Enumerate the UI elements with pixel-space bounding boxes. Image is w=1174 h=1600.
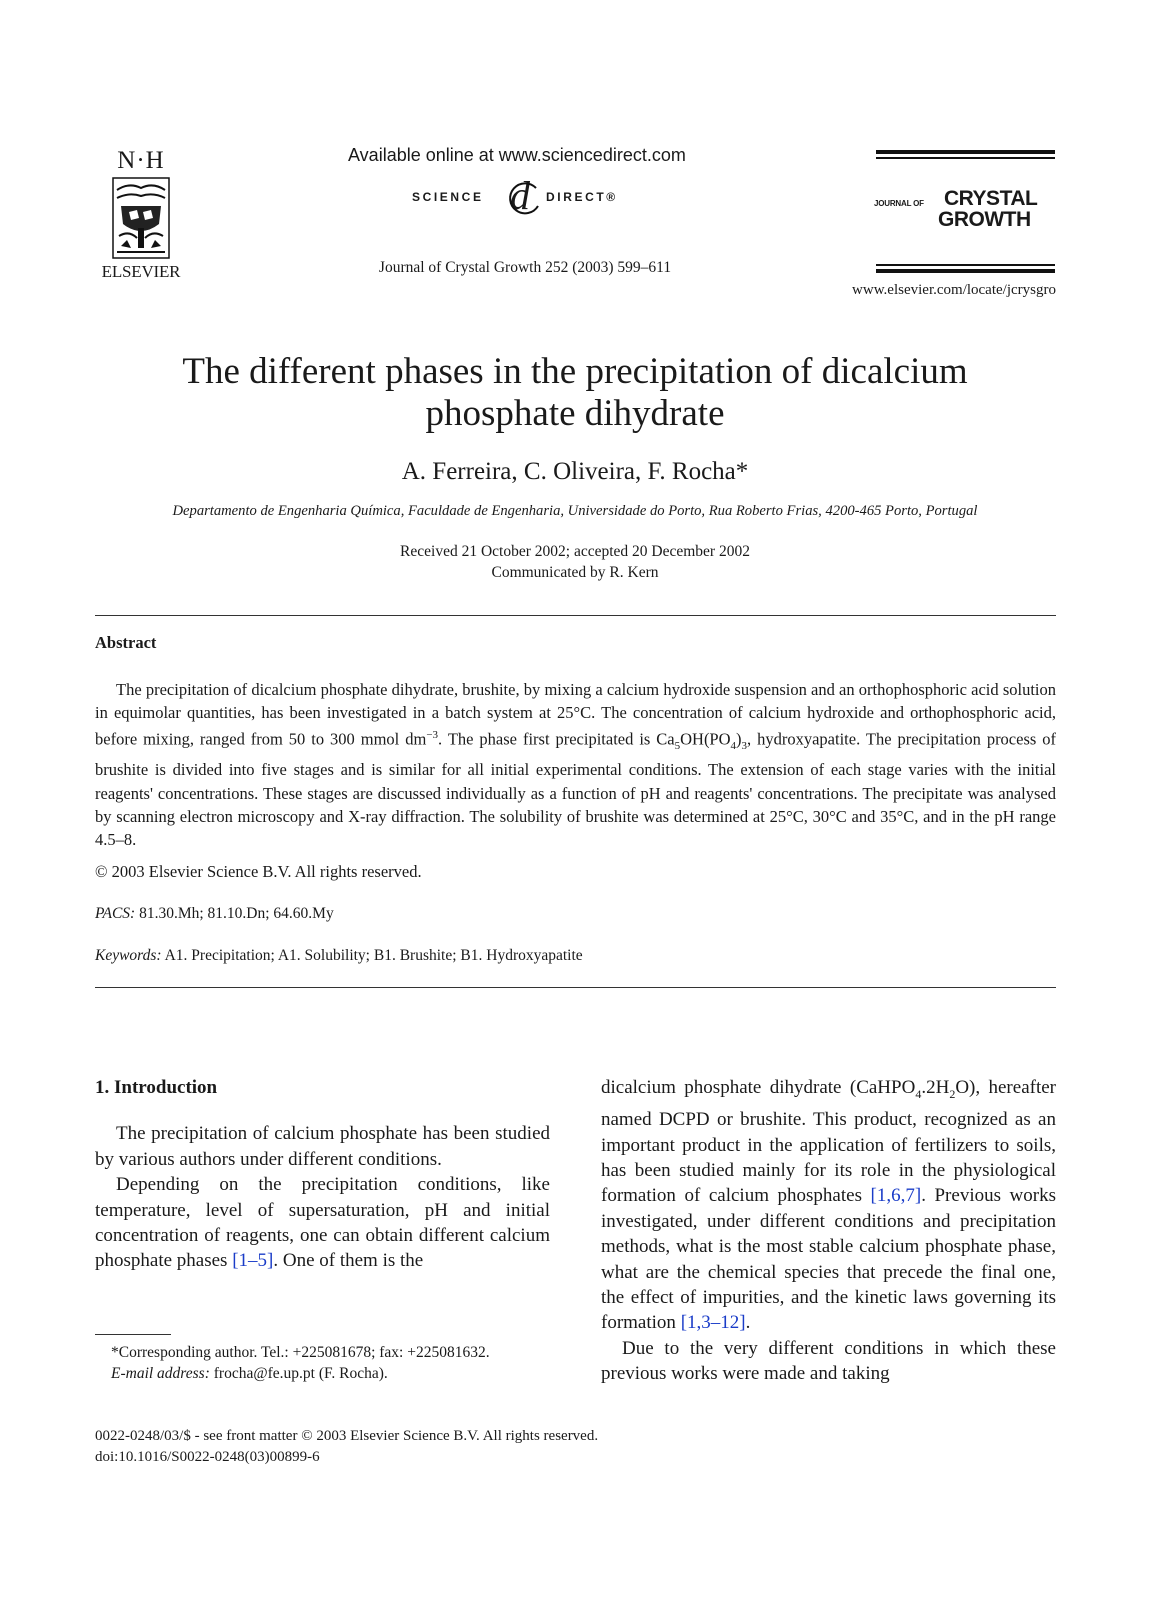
title-line-1: The different phases in the precipitation of dicalcium: [182, 351, 968, 392]
journal-rule-top-thick: [876, 150, 1055, 154]
front-matter-line: 0022-0248/03/$ - see front matter © 2003 Elsevier Science B.V. All rights reserved.: [95, 1428, 599, 1444]
journal-reference: Journal of Crystal Growth 252 (2003) 599–611: [378, 259, 672, 276]
paper-title: [100, 351, 1050, 435]
copyright-line: © 2003 Elsevier Science B.V. All rights reserved.: [95, 862, 422, 881]
section-heading-introduction: 1. Introduction: [95, 1077, 218, 1098]
footnote: [95, 1342, 550, 1384]
sd-left-word: SCIENCE: [412, 190, 484, 204]
sd-right-word: DIRECT®: [546, 190, 618, 204]
journal-url-link[interactable]: www.elsevier.com/locate/jcrysgro: [852, 282, 1056, 298]
sd-at-mark-icon: d: [510, 173, 530, 218]
citation-link[interactable]: [1–5]: [232, 1250, 274, 1272]
publisher-mark: N·H: [117, 147, 165, 174]
pacs-line: PACS: 81.30.Mh; 81.10.Dn; 64.60.My: [95, 905, 334, 922]
right-column: [601, 1075, 1056, 1387]
journal-rule-bottom-thin: [876, 264, 1055, 266]
title-line-2: phosphate dihydrate: [425, 393, 725, 434]
authors: A. Ferreira, C. Oliveira, F. Rocha*: [401, 458, 749, 485]
sd-circle-icon: [506, 180, 544, 218]
affiliation: Departamento de Engenharia Química, Faculdade de Engenharia, Universidade do Porto, Rua Roberto Frias, 4200-465 Porto, Portugal: [172, 503, 978, 519]
intro-paragraph-3: dicalcium phosphate dihydrate $(CaHPO_4.2H_2O)$, hereafter named DCPD or brushite. This product, recognized as an important product in the application of fertilizers to soils, has been studied mainly for its role in the physiological formation of calcium phosphates [1,6,7]. Previous works investigated, under different conditions and precipitation methods, what is the most stable calcium phosphate phase, what are the chemical species that precede the final one, the effect of impurities, and the kinetic laws governing its formation [1,3–12].: [601, 1077, 1056, 1334]
abstract-text: The precipitation of dicalcium phosphate dihydrate, brushite, by mixing a calcium hydroxide suspension and an orthophosphoric acid solution in equimolar quantities, has been investigated in a batch system at 25°C. The concentration of calcium hydroxide and orthophosphoric acid, before mixing, ranged from 50 to 300 mmol $dm^{-3}$. The phase first precipitated is $Ca_5OH(PO_4)_3$, hydroxyapatite. The precipitation process of brushite is divided into five stages and is similar for all initial experimental conditions. The extension of each stage varies with the initial reagents' concentrations. These stages are discussed individually as a function of pH and reagents' concentrations. The precipitate was analysed by scanning electron microscopy and X-ray diffraction. The solubility of brushite was determined at 25°C, 30°C and 35°C, and in the pH range 4.5–8.: [95, 680, 1057, 850]
journal-logo: [874, 185, 1056, 233]
intro-paragraph-2: Depending on the precipitation conditions, like temperature, level of supersaturation, pH and initial concentration of reagents, one can obtain different calcium phosphate phases [1–5]. One of them is the: [95, 1174, 550, 1272]
left-column: [95, 1075, 550, 1274]
divider-bottom: [95, 987, 1056, 988]
intro-paragraph-4: Due to the very different conditions in which these previous works were made and taking: [601, 1337, 1056, 1385]
journal-rule-top-thin: [876, 157, 1055, 159]
keywords-line: Keywords: A1. Precipitation; A1. Solubility; B1. Brushite; B1. Hydroxyapatite: [95, 947, 583, 964]
footnote-rule: [95, 1334, 171, 1335]
divider-top: [95, 615, 1056, 616]
publisher-name: ELSEVIER: [101, 262, 181, 281]
elsevier-tree-emblem-icon: [109, 176, 173, 260]
journal-logo-growth: GROWTH: [938, 208, 1031, 231]
publisher-logo: [96, 148, 186, 282]
communicated-line: Communicated by R. Kern: [491, 564, 659, 581]
abstract-heading: Abstract: [95, 633, 157, 652]
available-online-text: Available online at www.sciencedirect.com: [348, 145, 686, 165]
front-matter-note: [95, 1426, 795, 1468]
citation-link[interactable]: [1,3–12]: [680, 1312, 746, 1334]
journal-rule-bottom-thick: [876, 269, 1055, 273]
footnote-corresponding: *Corresponding author. Tel.: +225081678; fax: +225081632.: [111, 1344, 490, 1361]
footnote-email: E-mail address: frocha@fe.up.pt (F. Rocha).: [111, 1365, 388, 1382]
citation-link[interactable]: [1,6,7]: [870, 1185, 922, 1207]
received-dates: [200, 541, 950, 583]
received-line: Received 21 October 2002; accepted 20 December 2002: [400, 543, 750, 560]
sciencedirect-logo: [412, 174, 640, 222]
journal-logo-crystal: CRYSTAL: [944, 187, 1038, 210]
journal-logo-small: JOURNAL OF: [874, 199, 924, 208]
doi-line[interactable]: doi:10.1016/S0022-0248(03)00899-6: [95, 1449, 320, 1465]
intro-paragraph-1: The precipitation of calcium phosphate has been studied by various authors under different conditions.: [95, 1123, 550, 1170]
